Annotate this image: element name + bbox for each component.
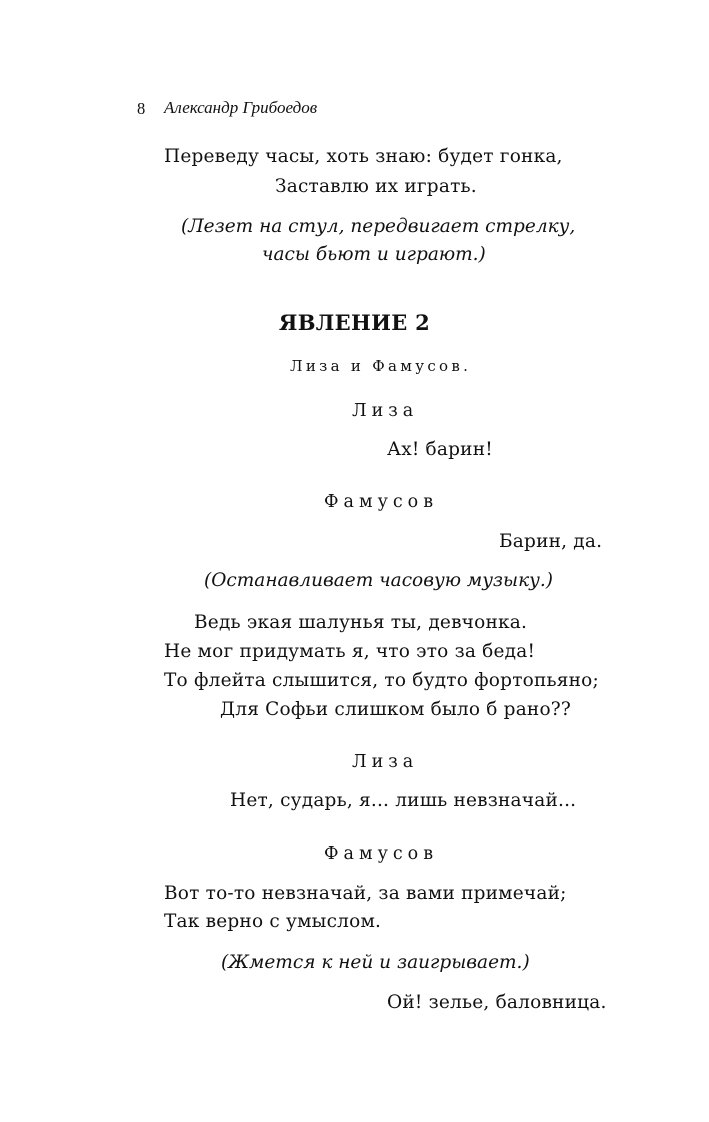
verse-line: Барин, да.	[499, 531, 603, 552]
page-number: 8	[137, 99, 146, 118]
verse-line: Заставлю их играть.	[275, 176, 477, 197]
verse-line: Для Софьи слишком было б рано??	[220, 699, 572, 720]
speaker-name: Лиза	[352, 752, 419, 772]
verse-line: Не мог придумать я, что это за беда!	[164, 641, 536, 662]
verse-line: Вот то-то невзначай, за вами примечай;	[164, 883, 567, 904]
verse-line: Нет, сударь, я... лишь невзначай...	[230, 790, 577, 811]
verse-line: То флейта слышится, то будто фортопьяно;	[164, 670, 599, 691]
speaker-name: Лиза	[352, 401, 419, 421]
stage-direction: (Лезет на стул, передвигает стрелку,	[181, 216, 576, 237]
verse-line: Переведу часы, хоть знаю: будет гонка,	[164, 146, 563, 167]
stage-direction: часы бьют и играют.)	[262, 244, 486, 265]
verse-line: Ах! барин!	[387, 439, 493, 460]
stage-direction: (Жмется к ней и заигрывает.)	[221, 952, 530, 973]
scene-heading: ЯВЛЕНИЕ 2	[278, 310, 431, 335]
dramatis-personae: Лиза и Фамусов.	[290, 357, 472, 375]
verse-line: Ой! зелье, баловница.	[387, 992, 607, 1013]
stage-direction: (Останавливает часовую музыку.)	[204, 570, 553, 591]
speaker-name: Фамусов	[324, 492, 439, 512]
verse-line: Так верно с умыслом.	[164, 911, 382, 932]
verse-line: Ведь экая шалунья ты, девчонка.	[194, 612, 528, 633]
running-head-author: Александр Грибоедов	[164, 98, 318, 117]
speaker-name: Фамусов	[324, 844, 439, 864]
